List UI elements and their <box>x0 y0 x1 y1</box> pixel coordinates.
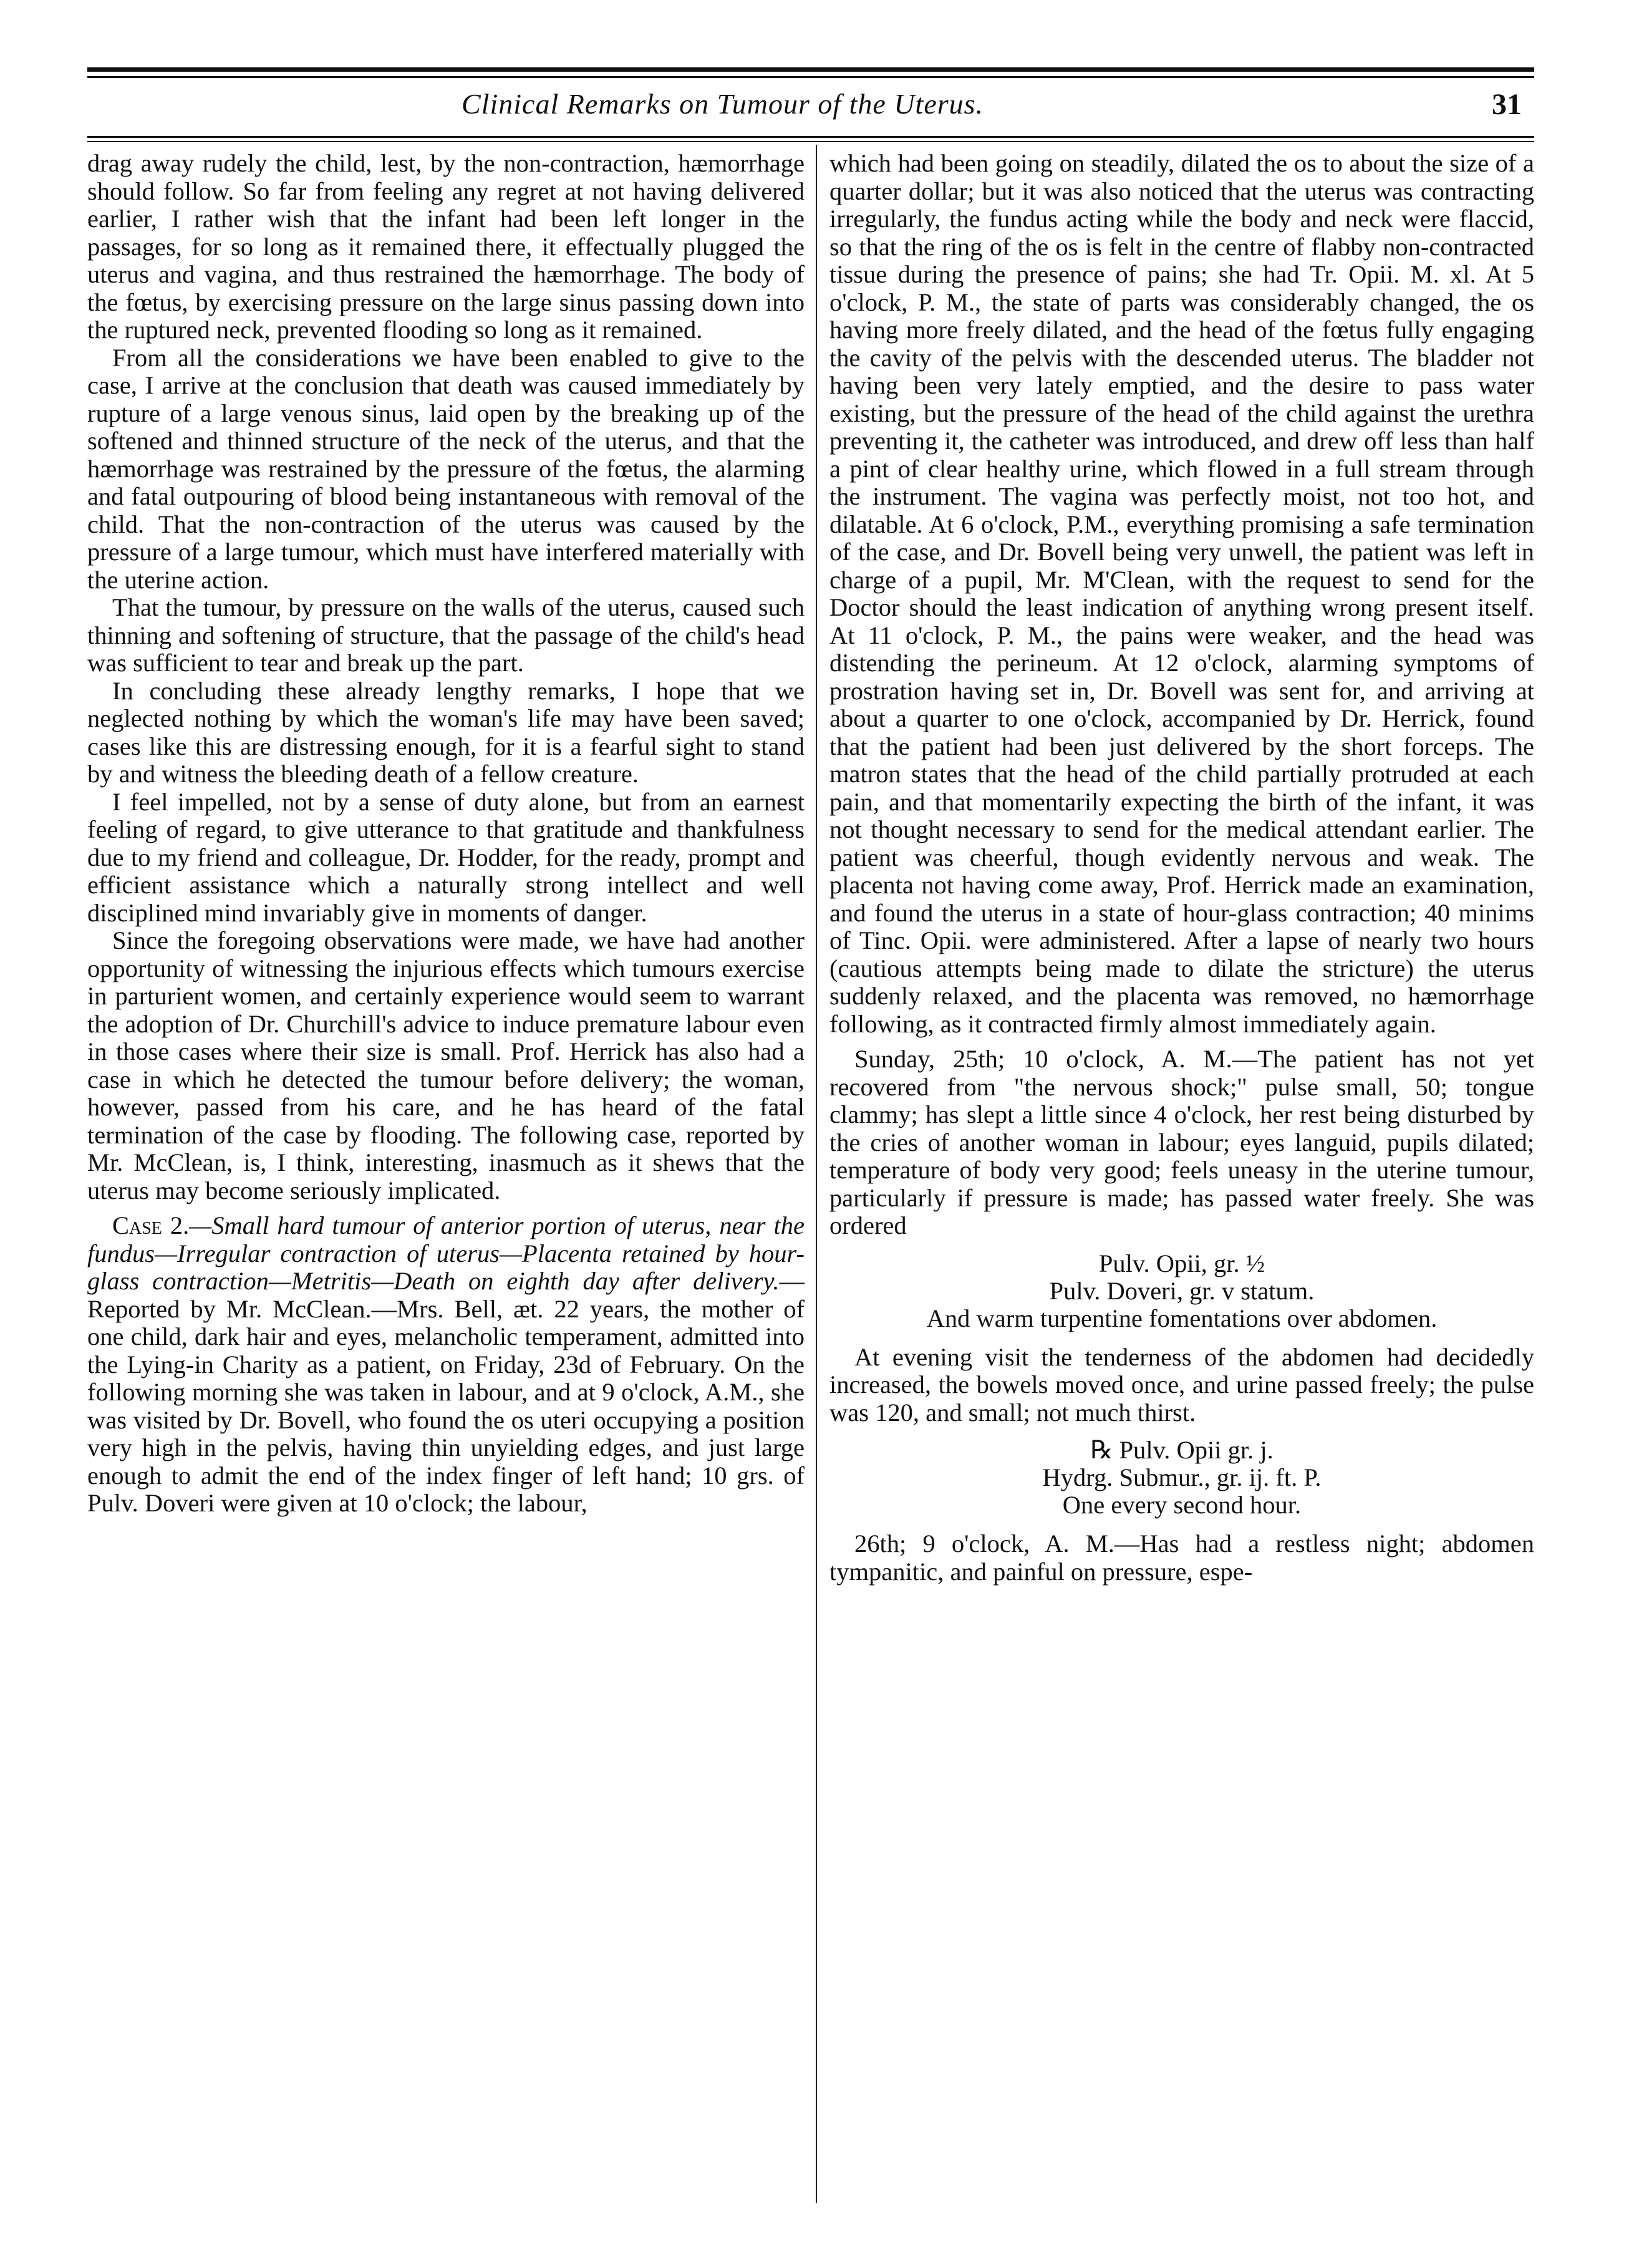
case-paragraph <box>87 1212 805 1518</box>
header-rule-thick <box>87 67 1534 72</box>
paragraph: drag away rudely the child, lest, by the non-contraction, hæmorrhage should follow. So far from feeling any regret at not having delivered earlier, I rather wish that the infant had been left longer in the passages, for so long as it remained there, it effectually plugged the uterus and vagina, and thus restrained the hæmorrhage. The body of the fœtus, by exercising pressure on the large sinus passing down into the ruptured neck, prevented flooding so long as it remained. <box>87 149 805 344</box>
prescription-line: Hydrg. Submur., gr. ij. ft. P. <box>1042 1463 1322 1491</box>
paragraph: At evening visit the tenderness of the abdomen had decidedly increased, the bowels moved once, and urine passed freely; the pulse was 120, and small; not much thirst. <box>829 1342 1534 1427</box>
paragraph: Sunday, 25th; 10 o'clock, A. M.—The patient has not yet recovered from "the nervous shock;" pulse small, 50; tongue clammy; has slept a little since 4 o'clock, her rest being disturbed by the cries of another woman in labour; eyes languid, pupils dilated; temperature of body very good; feels uneasy in the uterine tumour, particularly if pressure is made; has passed water freely. She was ordered <box>829 1045 1534 1239</box>
prescription-line: Pulv. Opii, gr. ½ <box>1098 1249 1265 1277</box>
prescription-block <box>829 1437 1534 1519</box>
prescription-line: Pulv. Doveri, gr. v statum. <box>1049 1276 1315 1305</box>
header-rule-thin <box>87 76 1534 78</box>
case-body: —Reported by Mr. McClean.—Mrs. Bell, æt. 22 years, the mother of one child, dark hair and eyes, melancholic temperament, admitted into the Lying-in Charity as a patient, on Friday, 23d of February. On the following morning she was taken in labour, and at 9 o'clock, A.M., she was visited by Dr. Bovell, who found the os uteri occupying a position very high in the pelvis, having thin unyielding edges, and just large enough to admit the end of the index finger of left hand; 10 grs. of Pulv. Doveri were given at 10 o'clock; the labour, <box>87 1267 805 1517</box>
paragraph: Since the foregoing observations were made, we have had another opportunity of witnessing the injurious effects which tumours exercise in parturient women, and certainly experience would seem to warrant the adoption of Dr. Churchill's advice to induce premature labour even in those cases where their size is small. Prof. Herrick has also had a case in which he detected the tumour before delivery; the woman, however, passed from his care, and he has heard of the fatal termination of the case by flooding. The following case, reported by Mr. McClean, is, I think, interesting, inasmuch as it shews that the uterus may become seriously implicated. <box>87 926 805 1204</box>
header-bottom-rule <box>87 136 1534 138</box>
prescription-line: And warm turpentine fomentations over abdomen. <box>926 1304 1438 1332</box>
prescription-line: ℞ Pulv. Opii gr. j. <box>1090 1436 1274 1464</box>
paragraph: That the tumour, by pressure on the walls of the uterus, caused such thinning and softening of structure, that the passage of the child's head was sufficient to tear and break up the part. <box>87 593 805 677</box>
case-title: —Small hard tumour of anterior portion of uterus, near the fundus—Irregular contraction of uterus—Placenta retained by hour-glass contraction—Metritis—Death on eighth day after delivery. <box>87 1211 805 1295</box>
running-title: Clinical Remarks on Tumour of the Uterus. <box>462 88 984 120</box>
paragraph: which had been going on steadily, dilated the os to about the size of a quarter dollar; but it was also noticed that the uterus was contracting irregularly, the fundus acting while the body and neck were flaccid, so that the ring of the os is felt in the centre of flabby non-contracted tissue during the presence of pains; she had Tr. Opii. M. xl. At 5 o'clock, P. M., the state of parts was considerably changed, the os having more freely dilated, and the head of the fœtus fully engaging the cavity of the pelvis with the descended uterus. The bladder not having been very lately emptied, and the desire to pass water existing, but the pressure of the head of the child against the urethra preventing it, the catheter was introduced, and drew off less than half a pint of clear healthy urine, which flowed in a full stream through the instrument. The vagina was perfectly moist, not too hot, and dilatable. At 6 o'clock, P.M., everything promising a safe termination of the case, and Dr. Bovell being very unwell, the patient was left in charge of a pupil, Mr. M'Clean, with the request to send for the Doctor should the least indication of anything wrong present itself. At 11 o'clock, P. M., the pains were weaker, and the head was distending the perineum. At 12 o'clock, alarming symptoms of prostration having set in, Dr. Bovell was sent for, and arriving at about a quarter to one o'clock, accompanied by Dr. Herrick, found that the patient had been just delivered by the short forceps. The matron states that the head of the child partially protruded at each pain, and that momentarily expecting the birth of the infant, it was not thought necessary to send for the medical attendant earlier. The patient was cheerful, though evidently nervous and weak. The placenta not having come away, Prof. Herrick made an examination, and found the uterus in a state of hour-glass contraction; 40 minims of Tinc. Opii. were administered. After a lapse of nearly two hours (cautious attempts being made to dilate the stricture) the uterus suddenly relaxed, and the placenta was removed, no hæmorrhage following, as it contracted firmly almost immediately again. <box>829 149 1534 1038</box>
header-bottom-rule-2 <box>87 141 1534 142</box>
case-label: Case 2. <box>112 1211 190 1239</box>
right-column <box>829 150 1534 1586</box>
prescription-block <box>829 1250 1534 1332</box>
running-header <box>87 87 1534 131</box>
paragraph: I feel impelled, not by a sense of duty alone, but from an earnest feeling of regard, to give utterance to that gratitude and thankfulness due to my friend and colleague, Dr. Hodder, for the ready, prompt and efficient assistance which a naturally strong intellect and well disciplined mind invariably give in moments of danger. <box>87 787 805 927</box>
paragraph: 26th; 9 o'clock, A. M.—Has had a restless night; abdomen tympanitic, and painful on pressure, espe- <box>829 1529 1534 1586</box>
column-divider <box>816 145 817 2203</box>
page-number: 31 <box>1492 88 1522 121</box>
prescription-line: One every second hour. <box>1062 1491 1302 1519</box>
left-column <box>87 150 805 1518</box>
paragraph: In concluding these already lengthy remarks, I hope that we neglected nothing by which the woman's life may have been saved; cases like this are distressing enough, for it is a fearful sight to stand by and witness the bleeding death of a fellow creature. <box>87 676 805 788</box>
paragraph: From all the considerations we have been enabled to give to the case, I arrive at the conclusion that death was caused immediately by rupture of a large venous sinus, laid open by the breaking up of the softened and thinned structure of the neck of the uterus, and that the hæmorrhage was restrained by the pressure of the fœtus, the alarming and fatal outpouring of blood being instantaneous with removal of the child. That the non-contraction of the uterus was caused by the pressure of a large tumour, which must have interfered materially with the uterine action. <box>87 343 805 594</box>
